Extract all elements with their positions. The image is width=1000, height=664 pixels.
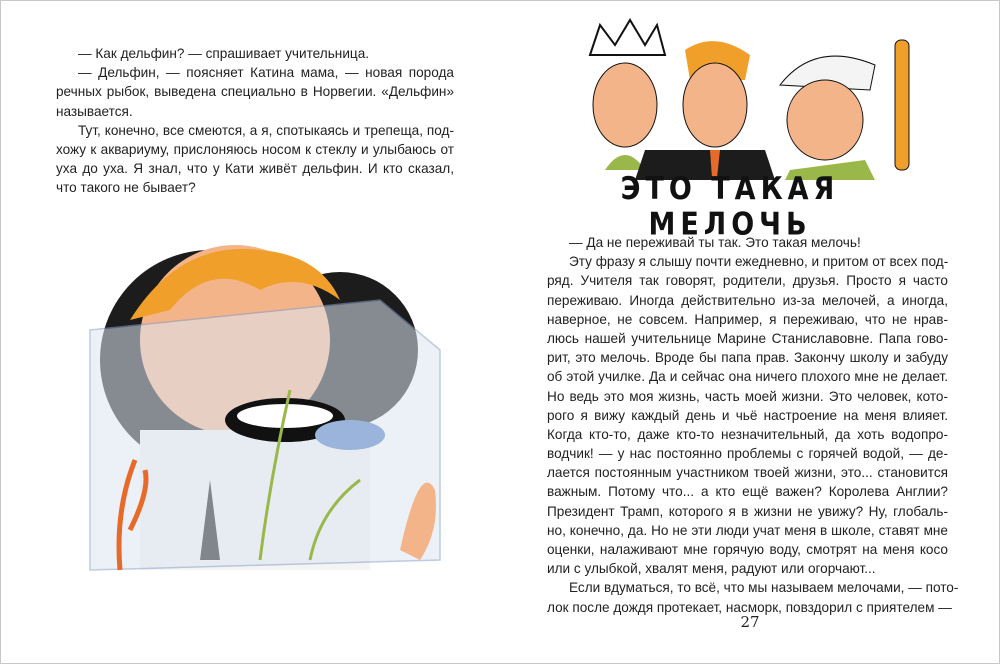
text-line: называется. [56, 103, 133, 119]
text-line: водчик! — у нас постоянно проблемы с горячей водой, — де- [547, 446, 948, 462]
text-line: но, конечно, да. Но не эти люди учат меня в школе, ставят мне [547, 522, 948, 538]
text-line: — Как дельфин? — спрашивает учительница. [78, 46, 370, 61]
text-line: ряд. Учителя так говорят, родители, друзья. Просто я часто [547, 273, 948, 289]
text-line: Но ведь это моя жизнь, часть моей жизни. Это человек, кото- [547, 388, 948, 404]
text-line: Если вдуматься, то всё, что мы называем мелочами, — пото- [569, 580, 959, 596]
text-line: Эту фразу я слышу почти ежедневно, и притом от всех под- [569, 254, 949, 270]
text-line: что такого не бывает? [56, 180, 196, 196]
text-line: важным. Потому что... а кто ещё важен? Королева Англии? [547, 484, 948, 500]
text-line: лается постоянным участником твоей жизни, это... становится [547, 465, 948, 481]
left-page-text [56, 44, 454, 198]
text-line: об этой училке. Да и сейчас она ничего плохого мне не делает. [547, 369, 948, 385]
text-line: Президент Трамп, которого я в жизни не увижу? Ну, глобаль- [547, 503, 948, 519]
page-number: 27 [740, 613, 760, 631]
chapter-title: ЭТО ТАКАЯ МЕЛОЧЬ [620, 171, 840, 243]
text-line: люсь нашей учительнице Марине Станиславовне. Папа гово- [547, 330, 948, 346]
text-line: — Дельфин, — поясняет Катина мама, — новая порода [78, 65, 454, 81]
text-line: наверное, не совсем. Например, я переживаю, что не нрав- [547, 311, 948, 327]
text-line: рит, это мелочь. Вроде бы папа прав. Закончу школу и забуду [547, 350, 948, 366]
boy-aquarium-illustration [60, 230, 460, 590]
text-line: переживаю. Иногда действительно из-за мелочей, а иногда, [547, 292, 948, 308]
text-line: уха до уха. Я знал, что у Кати живёт дельфин. И кто сказал, [56, 161, 454, 177]
text-line: рого я вижу каждый день и чьё настроение на меня влияет. [547, 407, 948, 423]
text-line: Когда кто-то, даже кто-то незначительный, да хоть водопро- [547, 426, 948, 442]
text-line: оценки, налаживают мне горячую воду, смотрят на меня косо [547, 542, 948, 557]
text-line: хожу к аквариуму, прислоняюсь носом к стеклу и улыбаюсь от [56, 141, 454, 157]
text-line: Тут, конечно, все смеются, а я, спотыкаясь и трепеща, под- [78, 122, 454, 138]
text-line: — Да не переживай ты так. Это такая мелочь! [569, 235, 861, 250]
text-line: речных рыбок, выведена специально в Норвегии. «Дельфин» [56, 84, 454, 100]
text-line: лок после дождя протекает, насморк, повздорил с приятелем — [547, 599, 952, 615]
right-page-text [547, 233, 959, 617]
text-line: или с улыбкой, хвалят меня, радуют или огорчают... [547, 561, 876, 577]
three-characters-illustration [585, 10, 925, 180]
